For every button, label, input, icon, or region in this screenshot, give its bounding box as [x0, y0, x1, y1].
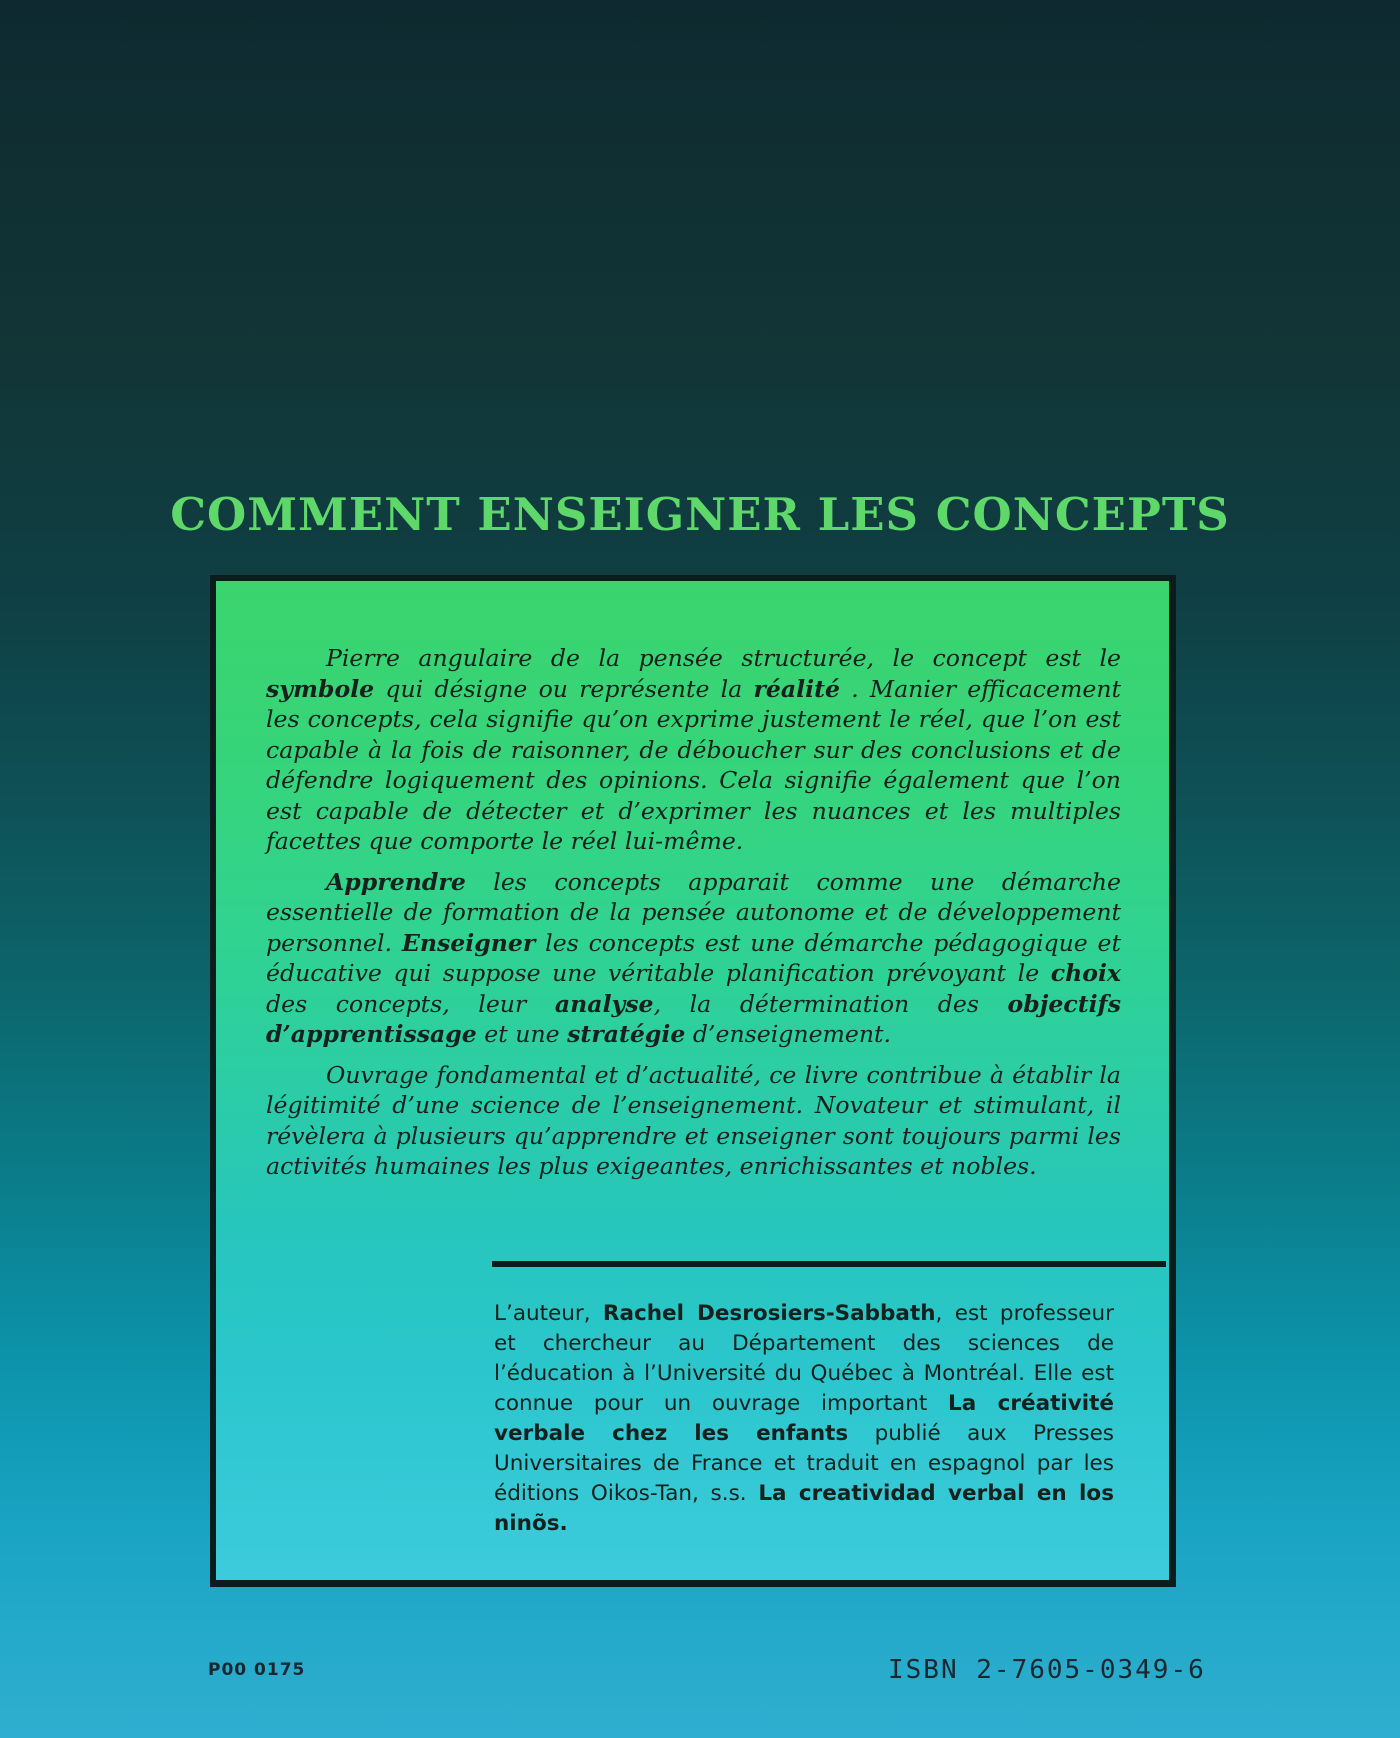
isbn: ISBN 2-7605-0349-6: [888, 1655, 1206, 1685]
author-bio: L’auteur, Rachel Desrosiers-Sabbath, est professeur et chercheur au Département des sciences de l’éducation à l’Université du Québec à Montréal. Elle est connue pour un ouvrage important La créativité verbale chez les enfants publié aux Presses Universitaires de France et traduit en espagnol par les éditions Oikos-Tan, s.s. La creatividad verbal en los ninõs.: [494, 1301, 1115, 1536]
blurb-paragraph-1: Pierre angulaire de la pensée structurée, le concept est le symbole qui désigne ou représente la réalité . Manier efficacement les concepts, cela signifie qu’on exprime justement le réel, que l’on est capable à la fois de raisonner, de déboucher sur des conclusions et de défendre logiquement des opinions. Cela signifie également que l’on est capable de détecter et d’exprimer les nuances et les multiples facettes que comporte le réel lui-même.: [266, 644, 1121, 855]
blurb-text: [266, 643, 1121, 1192]
blurb-paragraph-3: Ouvrage fondamental et d’actualité, ce livre contribue à établir la légitimité d’une science de l’enseignement. Novateur et stimulant, il révèlera à plusieurs qu’apprendre et enseigner sont toujours parmi les activités humaines les plus exigeantes, enrichissantes et nobles.: [266, 1060, 1121, 1180]
blurb-paragraph-2: Apprendre les concepts apparait comme une démarche essentielle de formation de la pensée autonome et de développement personnel. Enseigner les concepts est une démarche pédagogique et éducative qui suppose une véritable planification prévoyant le choix des concepts, leur analyse, la détermination des objectifs d’apprentissage et une stratégie d’enseignement.: [266, 867, 1121, 1048]
book-title: COMMENT ENSEIGNER LES CONCEPTS: [170, 488, 1230, 541]
blurb-box: [210, 575, 1176, 1587]
divider-rule: [492, 1261, 1166, 1267]
product-code: P00 0175: [208, 1660, 306, 1680]
